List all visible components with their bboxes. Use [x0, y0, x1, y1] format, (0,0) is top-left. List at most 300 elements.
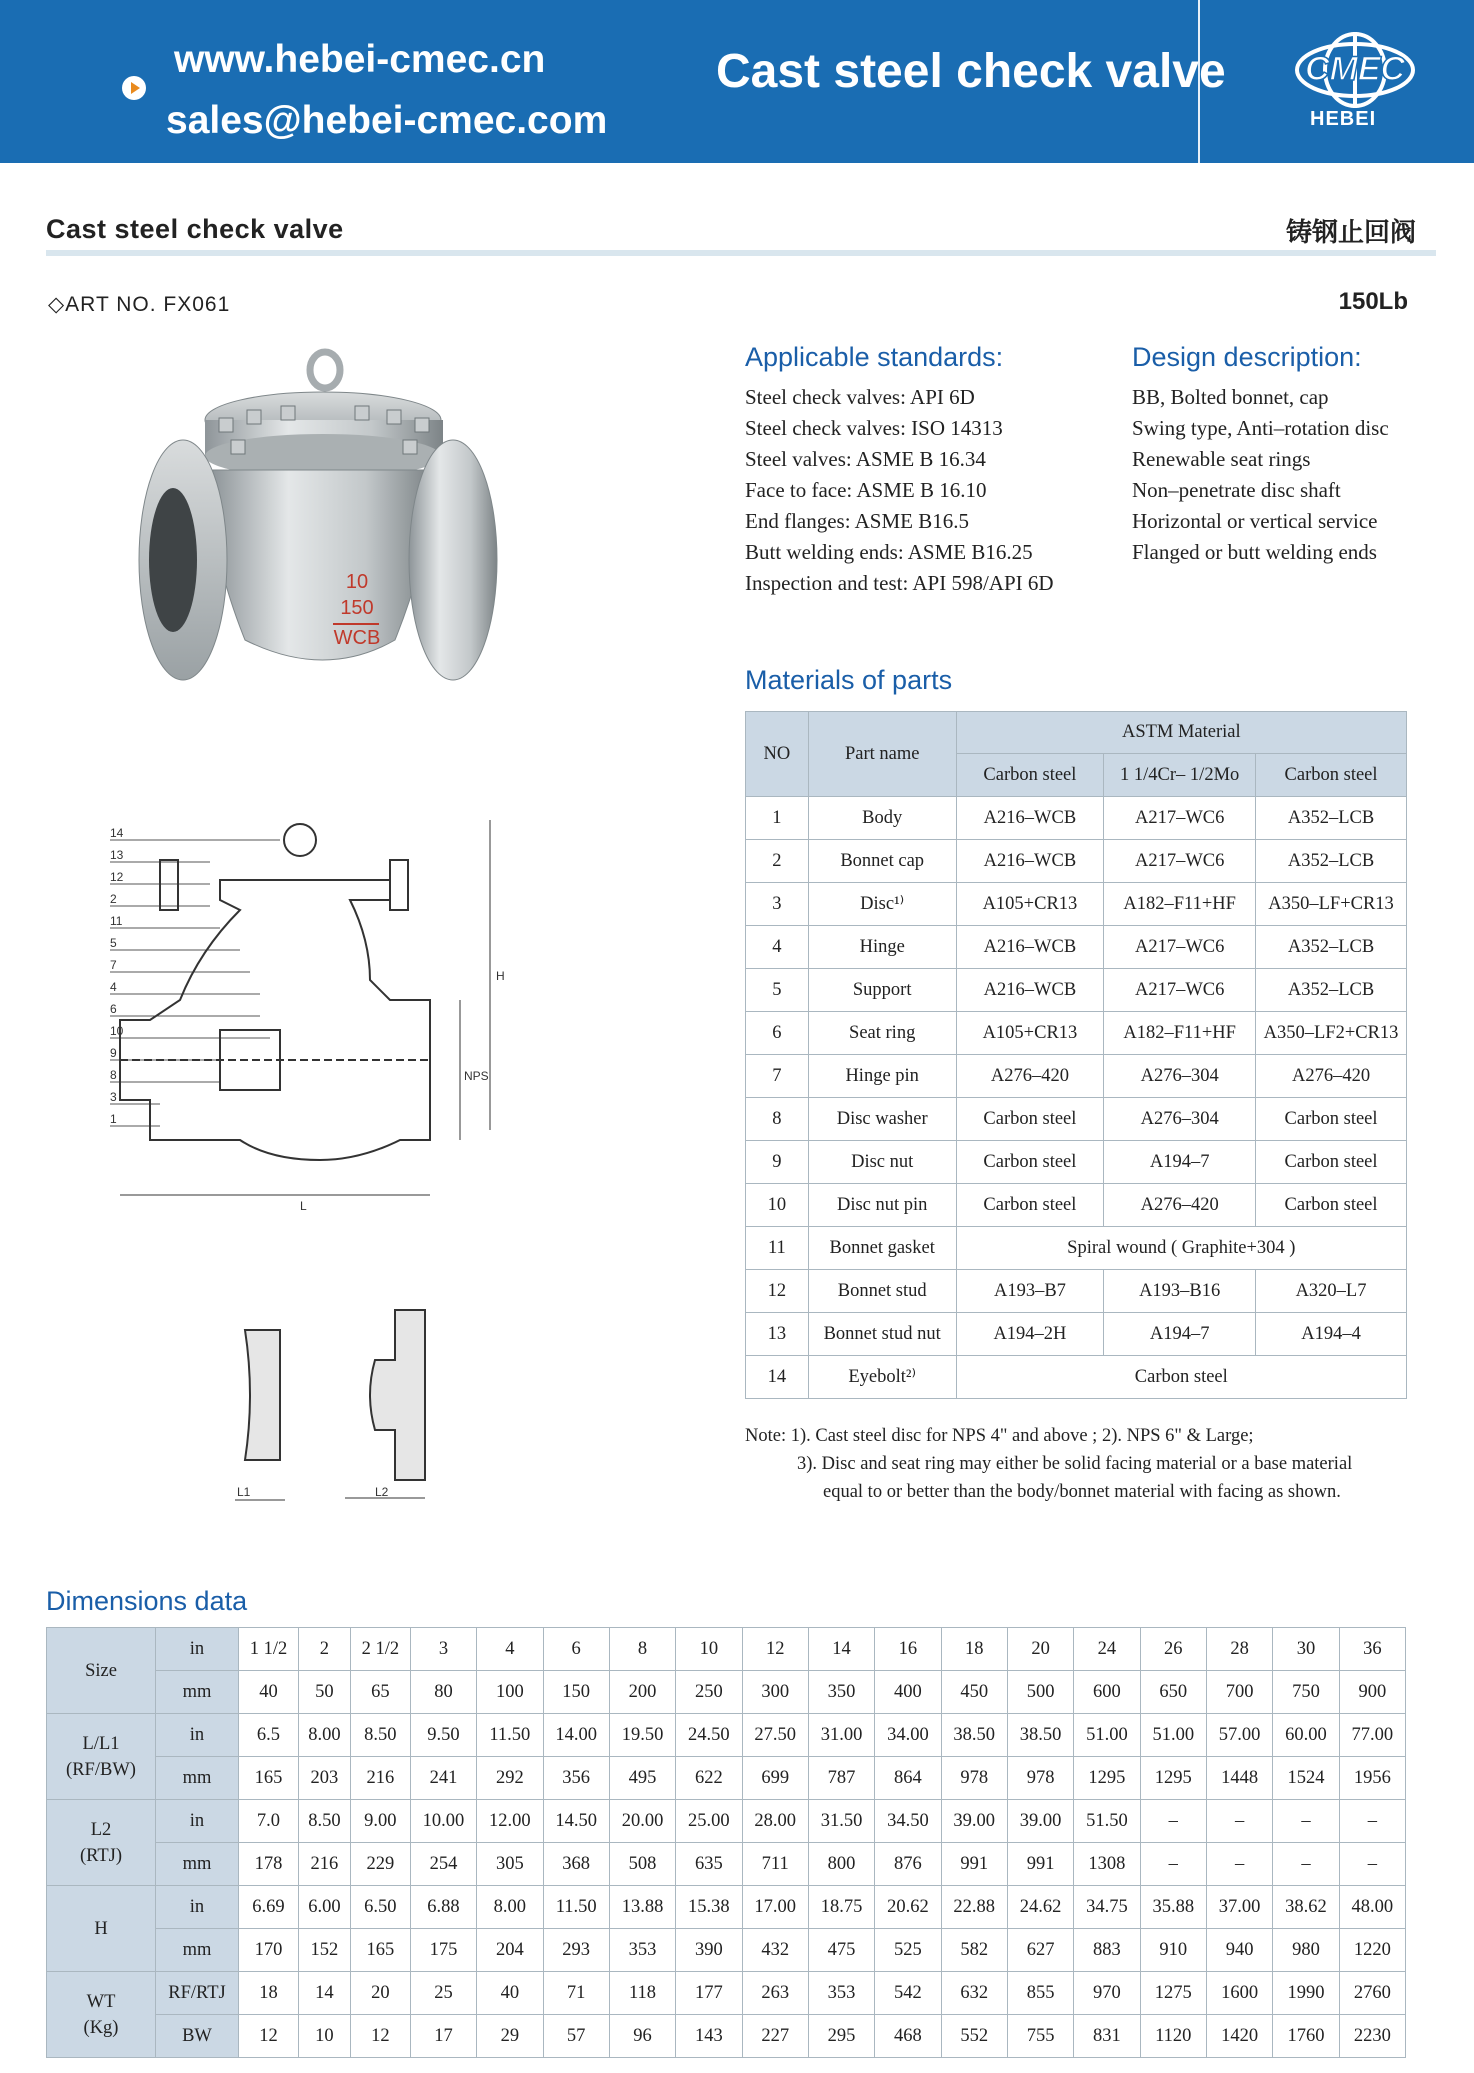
dimension-value: 8 [609, 1628, 675, 1671]
dimension-value: 11.50 [477, 1714, 543, 1757]
part-name: Hinge [808, 926, 956, 969]
dimension-unit: in [156, 1628, 239, 1671]
dimension-value: 263 [742, 1972, 808, 2015]
col-astm-header: ASTM Material [956, 712, 1406, 754]
dimension-value: 627 [1007, 1929, 1073, 1972]
standard-item: Steel check valves: API 6D [745, 385, 975, 409]
part-name: Bonnet cap [808, 840, 956, 883]
materials-row [746, 1356, 1407, 1399]
dimension-value: 2230 [1339, 2015, 1405, 2058]
dimension-value: 28.00 [742, 1800, 808, 1843]
dimension-value: 254 [410, 1843, 476, 1886]
standard-item: End flanges: ASME B16.5 [745, 509, 969, 533]
heading-divider [46, 250, 1436, 256]
part-number: 5 [746, 969, 809, 1012]
dimension-value: 468 [875, 2015, 941, 2058]
dimension-value: 699 [742, 1757, 808, 1800]
dimension-value: 17 [410, 2015, 476, 2058]
dimension-value: 30 [1273, 1628, 1339, 1671]
standard-item: Steel valves: ASME B 16.34 [745, 447, 986, 471]
note-line: equal to or better than the body/bonnet material with facing as shown. [823, 1482, 1341, 1502]
dimension-value: 29 [477, 2015, 543, 2058]
part-material-crmo: A276–304 [1104, 1055, 1256, 1098]
design-item: Swing type, Anti–rotation disc [1132, 416, 1389, 440]
part-number: 13 [746, 1313, 809, 1356]
part-material-lcb: Carbon steel [1256, 1141, 1407, 1184]
dimension-value: 711 [742, 1843, 808, 1886]
part-name: Disc washer [808, 1098, 956, 1141]
dimension-value: 60.00 [1273, 1714, 1339, 1757]
dimension-value: 8.50 [298, 1800, 350, 1843]
callout-9: 9 [110, 1046, 117, 1060]
dimension-value: 978 [1007, 1757, 1073, 1800]
dimension-value: 6.5 [239, 1714, 299, 1757]
dimension-value: 831 [1074, 2015, 1140, 2058]
dimension-value: – [1140, 1800, 1206, 1843]
dimension-value: 34.00 [875, 1714, 941, 1757]
materials-row [746, 1227, 1407, 1270]
callout-13: 13 [110, 848, 124, 862]
part-material-crmo: A217–WC6 [1104, 797, 1256, 840]
dimension-value: – [1206, 1843, 1272, 1886]
dimension-unit: mm [156, 1671, 239, 1714]
callout-7: 7 [110, 958, 117, 972]
dimension-value: 356 [543, 1757, 609, 1800]
dimension-value: – [1273, 1800, 1339, 1843]
dimension-value: 1295 [1140, 1757, 1206, 1800]
dimension-value: 177 [676, 1972, 742, 2015]
part-name: Support [808, 969, 956, 1012]
part-number: 12 [746, 1270, 809, 1313]
dimension-value: 7.0 [239, 1800, 299, 1843]
part-material-crmo: A276–420 [1104, 1184, 1256, 1227]
dimension-value: 9.00 [350, 1800, 410, 1843]
materials-row [746, 1184, 1407, 1227]
dimension-group-label: H [47, 1886, 156, 1972]
dimension-value: 542 [875, 1972, 941, 2015]
dimension-value: 14.50 [543, 1800, 609, 1843]
dimension-value: 12 [239, 2015, 299, 2058]
part-material-lcb: A352–LCB [1256, 797, 1407, 840]
part-material-carbon: Carbon steel [956, 1098, 1104, 1141]
dimension-value: 250 [676, 1671, 742, 1714]
dimensions-row [47, 1843, 1406, 1886]
part-material-lcb: Carbon steel [1256, 1098, 1407, 1141]
dimension-value: 51.00 [1140, 1714, 1206, 1757]
part-material-carbon: A216–WCB [956, 926, 1104, 969]
standards-list [745, 382, 1054, 599]
part-name: Seat ring [808, 1012, 956, 1055]
standard-item: Steel check valves: ISO 14313 [745, 416, 1003, 440]
callout-11: 11 [110, 914, 123, 928]
dimension-value: 36 [1339, 1628, 1405, 1671]
part-name: Eyebolt²⁾ [808, 1356, 956, 1399]
logo-mark-text: CMEC [1304, 50, 1406, 88]
part-material-carbon: Carbon steel [956, 1141, 1104, 1184]
dimension-value: 14 [298, 1972, 350, 2015]
callout-4: 4 [110, 980, 117, 994]
dimension-value: 77.00 [1339, 1714, 1405, 1757]
dimension-value: 6.88 [410, 1886, 476, 1929]
design-item: Non–penetrate disc shaft [1132, 478, 1341, 502]
dimension-value: 450 [941, 1671, 1007, 1714]
design-list [1132, 382, 1389, 568]
part-material-crmo: A193–B16 [1104, 1270, 1256, 1313]
banner-title: Cast steel check valve [716, 45, 1226, 98]
dimension-value: 295 [808, 2015, 874, 2058]
materials-row [746, 926, 1407, 969]
dimension-value: 991 [1007, 1843, 1073, 1886]
dimension-value: 152 [298, 1929, 350, 1972]
dimension-value: 65 [350, 1671, 410, 1714]
logo-text: HEBEI [1310, 108, 1377, 130]
dimension-value: 300 [742, 1671, 808, 1714]
dimension-value: 34.50 [875, 1800, 941, 1843]
dimension-value: 940 [1206, 1929, 1272, 1972]
dimension-value: 31.50 [808, 1800, 874, 1843]
dimension-value: 750 [1273, 1671, 1339, 1714]
part-material-span: Spiral wound ( Graphite+304 ) [956, 1227, 1406, 1270]
dimension-l1-label: L1 [237, 1485, 251, 1499]
dimension-value: 432 [742, 1929, 808, 1972]
dimension-value: 40 [477, 1972, 543, 2015]
materials-row [746, 840, 1407, 883]
dimension-value: 203 [298, 1757, 350, 1800]
dimensions-row [47, 1886, 1406, 1929]
dimension-value: 10 [298, 2015, 350, 2058]
dimension-value: 50 [298, 1671, 350, 1714]
dimension-value: – [1273, 1843, 1339, 1886]
part-material-lcb: A320–L7 [1256, 1270, 1407, 1313]
dimension-value: 229 [350, 1843, 410, 1886]
dimension-value: 855 [1007, 1972, 1073, 2015]
dimension-value: 38.62 [1273, 1886, 1339, 1929]
sectional-drawing [100, 800, 540, 1230]
part-material-carbon: A216–WCB [956, 797, 1104, 840]
dimension-value: 1295 [1074, 1757, 1140, 1800]
part-number: 3 [746, 883, 809, 926]
dimension-group-label: L2 (RTJ) [47, 1800, 156, 1886]
dimension-unit: mm [156, 1757, 239, 1800]
materials-row [746, 1313, 1407, 1356]
dimension-value: 20 [1007, 1628, 1073, 1671]
part-number: 4 [746, 926, 809, 969]
dimension-value: 8.50 [350, 1714, 410, 1757]
dimension-value: 1 1/2 [239, 1628, 299, 1671]
callout-8: 8 [110, 1068, 117, 1082]
part-material-lcb: A352–LCB [1256, 926, 1407, 969]
dimension-value: 12 [742, 1628, 808, 1671]
dimension-value: 978 [941, 1757, 1007, 1800]
email-link[interactable]: sales@hebei-cmec.com [166, 99, 608, 142]
dimension-value: – [1206, 1800, 1272, 1843]
part-name: Hinge pin [808, 1055, 956, 1098]
standards-heading: Applicable standards: [745, 342, 1004, 372]
dimension-value: 216 [298, 1843, 350, 1886]
dimension-value: 13.88 [609, 1886, 675, 1929]
callout-1: 1 [110, 1112, 117, 1126]
dimension-value: 600 [1074, 1671, 1140, 1714]
dimension-value: 991 [941, 1843, 1007, 1886]
dimension-value: 24.62 [1007, 1886, 1073, 1929]
dimension-value: 6.00 [298, 1886, 350, 1929]
dimension-value: 16 [875, 1628, 941, 1671]
dimension-value: 8.00 [477, 1886, 543, 1929]
part-material-carbon: Carbon steel [956, 1184, 1104, 1227]
standard-item: Face to face: ASME B 16.10 [745, 478, 987, 502]
dimension-value: 390 [676, 1929, 742, 1972]
callout-5: 5 [110, 936, 117, 950]
col-m2-header: 1 1/4Cr– 1/2Mo [1104, 754, 1256, 797]
dimension-value: 27.50 [742, 1714, 808, 1757]
dimension-value: 350 [808, 1671, 874, 1714]
part-material-crmo: A217–WC6 [1104, 926, 1256, 969]
dimension-value: 19.50 [609, 1714, 675, 1757]
dimension-value: 15.38 [676, 1886, 742, 1929]
dimensions-row [47, 1972, 1406, 2015]
dimension-value: 216 [350, 1757, 410, 1800]
dimensions-row [47, 1757, 1406, 1800]
part-material-carbon: A194–2H [956, 1313, 1104, 1356]
dimension-value: 227 [742, 2015, 808, 2058]
part-material-span: Carbon steel [956, 1356, 1406, 1399]
dimension-value: 26 [1140, 1628, 1206, 1671]
part-material-crmo: A194–7 [1104, 1141, 1256, 1184]
materials-table [745, 711, 1407, 1399]
dimension-value: 118 [609, 1972, 675, 2015]
part-material-carbon: A216–WCB [956, 969, 1104, 1012]
materials-row [746, 797, 1407, 840]
part-material-crmo: A182–F11+HF [1104, 883, 1256, 926]
dimension-value: 475 [808, 1929, 874, 1972]
dimension-value: 22.88 [941, 1886, 1007, 1929]
dimension-value: 1990 [1273, 1972, 1339, 2015]
dimension-value: 200 [609, 1671, 675, 1714]
dimension-value: 12 [350, 2015, 410, 2058]
col-no-header: NO [746, 712, 809, 797]
dimension-value: 3 [410, 1628, 476, 1671]
dimension-value: 980 [1273, 1929, 1339, 1972]
part-number: 1 [746, 797, 809, 840]
dimension-value: 582 [941, 1929, 1007, 1972]
dimension-value: 500 [1007, 1671, 1073, 1714]
design-item: Horizontal or vertical service [1132, 509, 1378, 533]
part-name: Bonnet gasket [808, 1227, 956, 1270]
dimensions-row [47, 1800, 1406, 1843]
dimension-value: 165 [350, 1929, 410, 1972]
dimension-value: 1275 [1140, 1972, 1206, 2015]
dimension-value: 970 [1074, 1972, 1140, 2015]
dimension-value: 12.00 [477, 1800, 543, 1843]
dimension-value: 400 [875, 1671, 941, 1714]
dimension-value: 1308 [1074, 1843, 1140, 1886]
part-number: 14 [746, 1356, 809, 1399]
part-material-carbon: A105+CR13 [956, 883, 1104, 926]
callout-6: 6 [110, 1002, 117, 1016]
part-name: Bonnet stud nut [808, 1313, 956, 1356]
dimension-value: 1600 [1206, 1972, 1272, 2015]
dimension-value: 353 [808, 1972, 874, 2015]
design-item: BB, Bolted bonnet, cap [1132, 385, 1329, 409]
end-variants-drawing [225, 1300, 465, 1510]
note-line: Note: 1). Cast steel disc for NPS 4" and above ; 2). NPS 6" & Large; [745, 1426, 1254, 1446]
design-item: Flanged or butt welding ends [1132, 540, 1377, 564]
dimension-value: 24 [1074, 1628, 1140, 1671]
dimension-value: – [1140, 1843, 1206, 1886]
part-material-lcb: A350–LF+CR13 [1256, 883, 1407, 926]
dimension-value: 34.75 [1074, 1886, 1140, 1929]
dimension-value: 305 [477, 1843, 543, 1886]
part-material-crmo: A217–WC6 [1104, 969, 1256, 1012]
dimension-value: 910 [1140, 1929, 1206, 1972]
dimension-value: 143 [676, 2015, 742, 2058]
dimension-value: 787 [808, 1757, 874, 1800]
dimension-value: 292 [477, 1757, 543, 1800]
part-material-lcb: A276–420 [1256, 1055, 1407, 1098]
dimensions-table [46, 1627, 1406, 2058]
dimension-value: 9.50 [410, 1714, 476, 1757]
part-material-carbon: A216–WCB [956, 840, 1104, 883]
part-material-carbon: A276–420 [956, 1055, 1104, 1098]
part-number: 8 [746, 1098, 809, 1141]
dimension-value: 8.00 [298, 1714, 350, 1757]
dimension-value: 1420 [1206, 2015, 1272, 2058]
dimensions-row [47, 1929, 1406, 1972]
design-item: Renewable seat rings [1132, 447, 1311, 471]
dimension-value: 96 [609, 2015, 675, 2058]
note-line: 3). Disc and seat ring may either be solid facing material or a base material [797, 1454, 1353, 1474]
dimension-value: 1760 [1273, 2015, 1339, 2058]
dimension-value: 876 [875, 1843, 941, 1886]
dimension-value: 1448 [1206, 1757, 1272, 1800]
valve-photo [135, 340, 510, 730]
notes [745, 1422, 1352, 1506]
dimension-unit: RF/RTJ [156, 1972, 239, 2015]
callout-12: 12 [110, 870, 124, 884]
dimension-value: 17.00 [742, 1886, 808, 1929]
dimension-value: 57.00 [1206, 1714, 1272, 1757]
dimension-value: 48.00 [1339, 1886, 1405, 1929]
dimension-value: 2760 [1339, 1972, 1405, 2015]
dimension-value: 622 [676, 1757, 742, 1800]
dimension-value: 241 [410, 1757, 476, 1800]
dimension-value: 508 [609, 1843, 675, 1886]
dimensions-row [47, 1714, 1406, 1757]
dimension-value: 57 [543, 2015, 609, 2058]
dimension-nps-label: NPS [464, 1069, 489, 1083]
dimension-value: 51.00 [1074, 1714, 1140, 1757]
photo-marking-2: 150 [340, 597, 374, 619]
dimension-value: 35.88 [1140, 1886, 1206, 1929]
dimension-value: 37.00 [1206, 1886, 1272, 1929]
dimension-value: – [1339, 1800, 1405, 1843]
dimension-value: 1220 [1339, 1929, 1405, 1972]
dimension-value: 150 [543, 1671, 609, 1714]
part-number: 2 [746, 840, 809, 883]
part-number: 6 [746, 1012, 809, 1055]
dimension-value: 353 [609, 1929, 675, 1972]
photo-marking-1: 10 [345, 571, 369, 593]
dimension-value: 1956 [1339, 1757, 1405, 1800]
dimension-value: 80 [410, 1671, 476, 1714]
part-number: 7 [746, 1055, 809, 1098]
photo-marking-3: WCB [333, 627, 381, 649]
part-material-crmo: A217–WC6 [1104, 840, 1256, 883]
dimension-value: 10 [676, 1628, 742, 1671]
dimension-value: 800 [808, 1843, 874, 1886]
dimension-value: 2 1/2 [350, 1628, 410, 1671]
dimension-value: 100 [477, 1671, 543, 1714]
part-material-crmo: A182–F11+HF [1104, 1012, 1256, 1055]
dimension-l2-label: L2 [375, 1485, 389, 1499]
dimensions-row [47, 1628, 1406, 1671]
dimension-value: 38.50 [1007, 1714, 1073, 1757]
part-material-carbon: A193–B7 [956, 1270, 1104, 1313]
materials-row [746, 1098, 1407, 1141]
materials-row [746, 1055, 1407, 1098]
product-title: Cast steel check valve [46, 214, 344, 244]
part-number: 11 [746, 1227, 809, 1270]
callout-10: 10 [110, 1024, 124, 1038]
dimension-value: 4 [477, 1628, 543, 1671]
materials-row [746, 883, 1407, 926]
part-material-lcb: A352–LCB [1256, 840, 1407, 883]
materials-row [746, 1012, 1407, 1055]
dimension-value: 632 [941, 1972, 1007, 2015]
dimension-value: 18.75 [808, 1886, 874, 1929]
part-material-carbon: A105+CR13 [956, 1012, 1104, 1055]
callout-2: 2 [110, 892, 117, 906]
dimension-value: 20 [350, 1972, 410, 2015]
dimension-value: – [1339, 1843, 1405, 1886]
dimension-l-label: L [300, 1199, 307, 1213]
dimension-value: 650 [1140, 1671, 1206, 1714]
part-name: Disc nut pin [808, 1184, 956, 1227]
dimension-value: 10.00 [410, 1800, 476, 1843]
dimension-value: 864 [875, 1757, 941, 1800]
part-material-lcb: A194–4 [1256, 1313, 1407, 1356]
art-number: ◇ART NO. FX061 [48, 293, 231, 316]
dimension-value: 24.50 [676, 1714, 742, 1757]
dimension-value: 6 [543, 1628, 609, 1671]
dimension-value: 51.50 [1074, 1800, 1140, 1843]
dimension-unit: BW [156, 2015, 239, 2058]
design-heading: Design description: [1132, 342, 1362, 372]
dimensions-row [47, 2015, 1406, 2058]
dimension-value: 293 [543, 1929, 609, 1972]
dimension-value: 1524 [1273, 1757, 1339, 1800]
dimension-unit: mm [156, 1843, 239, 1886]
callout-3: 3 [110, 1090, 117, 1104]
dimension-value: 883 [1074, 1929, 1140, 1972]
dimension-value: 900 [1339, 1671, 1405, 1714]
part-name: Body [808, 797, 956, 840]
dimension-value: 1120 [1140, 2015, 1206, 2058]
dimension-value: 6.50 [350, 1886, 410, 1929]
dimension-value: 635 [676, 1843, 742, 1886]
materials-row [746, 1141, 1407, 1184]
materials-row [746, 969, 1407, 1012]
website-link[interactable]: www.hebei-cmec.cn [174, 38, 546, 81]
dimension-value: 170 [239, 1929, 299, 1972]
pressure-class: 150Lb [1338, 288, 1408, 315]
dimension-value: 204 [477, 1929, 543, 1972]
part-material-lcb: Carbon steel [1256, 1184, 1407, 1227]
dimension-value: 14 [808, 1628, 874, 1671]
dimension-value: 700 [1206, 1671, 1272, 1714]
dimension-value: 11.50 [543, 1886, 609, 1929]
part-material-crmo: A194–7 [1104, 1313, 1256, 1356]
